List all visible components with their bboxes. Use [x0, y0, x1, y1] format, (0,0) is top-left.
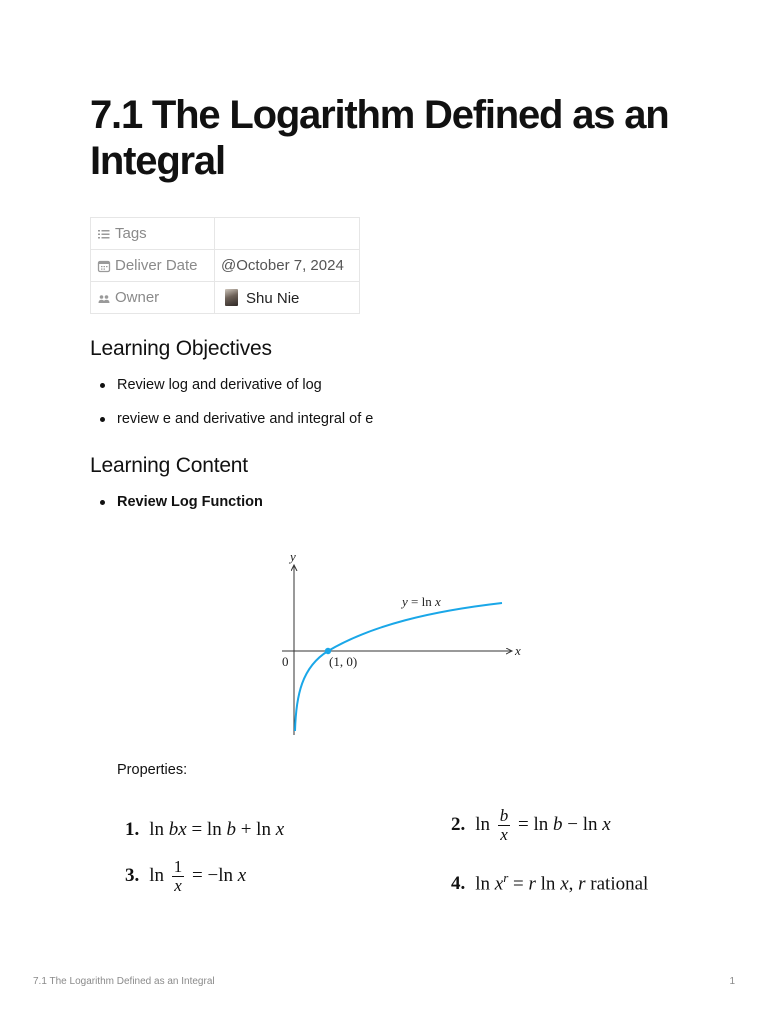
formula-1 — [125, 819, 284, 841]
formula-var: x — [275, 819, 285, 840]
fraction-denominator: x — [174, 876, 182, 895]
calendar-icon — [97, 259, 111, 273]
curve-label-var: x — [434, 594, 441, 609]
formula-var: x — [494, 873, 504, 895]
list-item: Review Log Function — [90, 492, 263, 526]
fraction-denominator: x — [500, 825, 508, 844]
formula-var: x — [237, 864, 247, 886]
property-row-owner — [91, 282, 360, 314]
formula-text: = ln — [513, 813, 554, 835]
fraction-numerator: b — [499, 806, 509, 825]
people-icon — [97, 291, 111, 305]
formula-text: − ln — [562, 813, 603, 835]
fraction-numerator: 1 — [173, 857, 183, 876]
formula-var: x — [560, 873, 569, 895]
ln-graph — [262, 545, 532, 740]
formula-text: rational — [585, 873, 649, 895]
property-value-tags[interactable] — [215, 218, 360, 250]
property-label-tags — [91, 218, 215, 250]
formula-number: 4. — [451, 873, 466, 895]
property-label-text: Owner — [115, 289, 160, 306]
formula-number: 2. — [451, 813, 466, 835]
formula-text: ln — [475, 873, 495, 895]
learning-objectives-heading: Learning Objectives — [90, 337, 272, 360]
property-label-text: Deliver Date — [115, 257, 198, 274]
formula-exponent: r — [503, 870, 509, 885]
x-axis-label: x — [515, 643, 521, 658]
property-row-deliver-date — [91, 250, 360, 282]
ln-curve — [295, 603, 502, 731]
formula-var: x — [602, 813, 611, 835]
y-axis-label: y — [290, 549, 296, 564]
avatar — [225, 289, 238, 306]
formula-4 — [451, 869, 648, 895]
fraction — [498, 807, 511, 844]
footer-title: 7.1 The Logarithm Defined as an Integral — [33, 976, 215, 987]
formula-number: 3. — [125, 864, 140, 886]
curve-label-lhs: y — [402, 594, 408, 609]
curve-label-eq: = ln — [407, 594, 435, 609]
formula-text: , — [568, 873, 579, 895]
formula-text: ln — [475, 813, 495, 835]
content-list — [90, 492, 263, 526]
formula-var: b — [553, 813, 563, 835]
formula-text: ln — [149, 864, 169, 886]
property-label-owner — [91, 282, 215, 314]
property-value-deliver-date[interactable]: @October 7, 2024 — [215, 250, 360, 282]
properties-label: Properties: — [117, 762, 188, 778]
formula-var: b — [226, 819, 236, 840]
formula-text: = — [508, 873, 529, 895]
formula-text: = −ln — [187, 864, 238, 886]
page-number: 1 — [729, 976, 735, 987]
list-item: review e and derivative and integral of e — [90, 409, 373, 443]
formula-3 — [125, 858, 246, 895]
formula-number: 1. — [125, 819, 140, 840]
formula-text: ln — [535, 873, 561, 895]
formula-text: = ln — [186, 819, 227, 840]
origin-label: 0 — [282, 654, 289, 669]
property-label-text: Tags — [115, 225, 147, 242]
point-label: (1, 0) — [329, 654, 358, 669]
curve-label — [400, 594, 441, 609]
fraction — [172, 858, 185, 895]
owner-name: Shu Nie — [246, 289, 300, 307]
formula-text: + ln — [235, 819, 276, 840]
learning-content-heading: Learning Content — [90, 454, 248, 477]
property-row-tags — [91, 218, 360, 250]
formula-var: r — [578, 873, 586, 895]
formula-var: bx — [168, 819, 187, 840]
list-item: Review log and derivative of log — [90, 375, 373, 409]
property-label-deliver-date — [91, 250, 215, 282]
properties-table — [90, 217, 360, 314]
formula-text: ln — [149, 819, 169, 840]
objectives-list — [90, 375, 373, 443]
property-value-owner[interactable] — [215, 282, 360, 314]
formula-var: r — [528, 873, 536, 895]
formula-2 — [451, 807, 611, 844]
page-title: 7.1 The Logarithm Defined as an Integral — [90, 93, 669, 183]
list-icon — [97, 227, 111, 241]
